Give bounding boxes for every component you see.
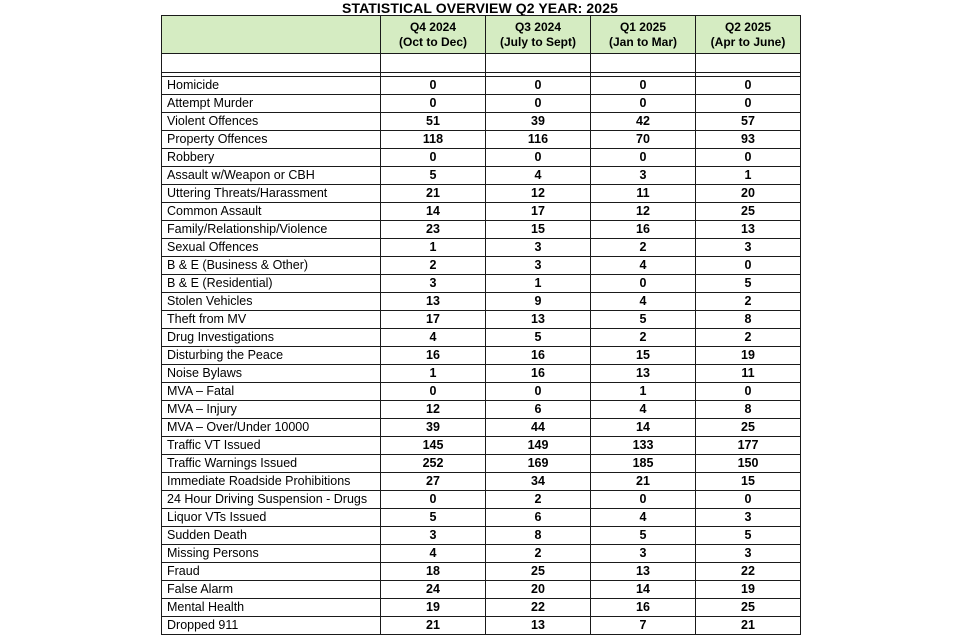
value-cell: 12 bbox=[486, 185, 591, 203]
category-cell: Sudden Death bbox=[162, 527, 381, 545]
value-cell: 11 bbox=[696, 365, 801, 383]
value-cell: 16 bbox=[486, 365, 591, 383]
value-cell: 5 bbox=[591, 311, 696, 329]
value-cell: 3 bbox=[381, 527, 486, 545]
blank-cell bbox=[486, 54, 591, 73]
table-row bbox=[162, 437, 801, 455]
value-cell: 0 bbox=[486, 149, 591, 167]
value-cell: 1 bbox=[591, 383, 696, 401]
value-cell: 12 bbox=[591, 203, 696, 221]
table-row bbox=[162, 257, 801, 275]
value-cell: 0 bbox=[591, 95, 696, 113]
quarter-range: (July to Sept) bbox=[499, 34, 576, 49]
value-cell: 5 bbox=[381, 509, 486, 527]
table-row bbox=[162, 527, 801, 545]
value-cell: 22 bbox=[696, 563, 801, 581]
category-cell: False Alarm bbox=[162, 581, 381, 599]
value-cell: 5 bbox=[696, 275, 801, 293]
category-cell: Dropped 911 bbox=[162, 617, 381, 635]
value-cell: 25 bbox=[486, 563, 591, 581]
value-cell: 4 bbox=[486, 167, 591, 185]
table-row bbox=[162, 509, 801, 527]
category-cell: Liquor VTs Issued bbox=[162, 509, 381, 527]
category-cell: Sexual Offences bbox=[162, 239, 381, 257]
table-row bbox=[162, 95, 801, 113]
value-cell: 0 bbox=[486, 383, 591, 401]
quarter-label: Q1 2025 bbox=[619, 19, 667, 34]
blank-cell bbox=[696, 54, 801, 73]
header-q1-2025 bbox=[591, 16, 696, 54]
value-cell: 145 bbox=[381, 437, 486, 455]
table-row bbox=[162, 203, 801, 221]
value-cell: 118 bbox=[381, 131, 486, 149]
category-cell: Fraud bbox=[162, 563, 381, 581]
blank-cell bbox=[381, 54, 486, 73]
value-cell: 14 bbox=[591, 419, 696, 437]
value-cell: 23 bbox=[381, 221, 486, 239]
value-cell: 12 bbox=[381, 401, 486, 419]
value-cell: 2 bbox=[696, 329, 801, 347]
value-cell: 3 bbox=[381, 275, 486, 293]
value-cell: 0 bbox=[381, 95, 486, 113]
value-cell: 0 bbox=[696, 257, 801, 275]
category-cell: B & E (Residential) bbox=[162, 275, 381, 293]
value-cell: 2 bbox=[591, 329, 696, 347]
value-cell: 1 bbox=[696, 167, 801, 185]
value-cell: 15 bbox=[696, 473, 801, 491]
table-row bbox=[162, 473, 801, 491]
value-cell: 0 bbox=[591, 149, 696, 167]
value-cell: 5 bbox=[486, 329, 591, 347]
value-cell: 21 bbox=[381, 185, 486, 203]
value-cell: 6 bbox=[486, 509, 591, 527]
category-cell: 24 Hour Driving Suspension - Drugs bbox=[162, 491, 381, 509]
value-cell: 1 bbox=[381, 239, 486, 257]
value-cell: 21 bbox=[696, 617, 801, 635]
category-cell: Robbery bbox=[162, 149, 381, 167]
value-cell: 5 bbox=[591, 527, 696, 545]
category-cell: Missing Persons bbox=[162, 545, 381, 563]
value-cell: 4 bbox=[591, 257, 696, 275]
table-row bbox=[162, 617, 801, 635]
value-cell: 11 bbox=[591, 185, 696, 203]
table-row bbox=[162, 419, 801, 437]
blank-cell bbox=[591, 54, 696, 73]
value-cell: 16 bbox=[591, 599, 696, 617]
category-cell: MVA – Fatal bbox=[162, 383, 381, 401]
value-cell: 42 bbox=[591, 113, 696, 131]
value-cell: 18 bbox=[381, 563, 486, 581]
value-cell: 13 bbox=[486, 311, 591, 329]
value-cell: 9 bbox=[486, 293, 591, 311]
header-row bbox=[162, 16, 801, 54]
category-cell: Noise Bylaws bbox=[162, 365, 381, 383]
value-cell: 185 bbox=[591, 455, 696, 473]
value-cell: 3 bbox=[696, 509, 801, 527]
category-cell: Immediate Roadside Prohibitions bbox=[162, 473, 381, 491]
value-cell: 39 bbox=[381, 419, 486, 437]
header-q3-2024 bbox=[486, 16, 591, 54]
value-cell: 150 bbox=[696, 455, 801, 473]
table-row bbox=[162, 149, 801, 167]
value-cell: 25 bbox=[696, 203, 801, 221]
value-cell: 19 bbox=[696, 347, 801, 365]
category-cell: Assault w/Weapon or CBH bbox=[162, 167, 381, 185]
category-cell: Drug Investigations bbox=[162, 329, 381, 347]
value-cell: 3 bbox=[696, 239, 801, 257]
value-cell: 51 bbox=[381, 113, 486, 131]
value-cell: 22 bbox=[486, 599, 591, 617]
value-cell: 177 bbox=[696, 437, 801, 455]
value-cell: 27 bbox=[381, 473, 486, 491]
value-cell: 7 bbox=[591, 617, 696, 635]
value-cell: 57 bbox=[696, 113, 801, 131]
value-cell: 0 bbox=[486, 77, 591, 95]
value-cell: 0 bbox=[381, 77, 486, 95]
value-cell: 149 bbox=[486, 437, 591, 455]
value-cell: 44 bbox=[486, 419, 591, 437]
table-row bbox=[162, 221, 801, 239]
value-cell: 20 bbox=[486, 581, 591, 599]
value-cell: 93 bbox=[696, 131, 801, 149]
value-cell: 3 bbox=[696, 545, 801, 563]
value-cell: 13 bbox=[591, 563, 696, 581]
table-row bbox=[162, 77, 801, 95]
value-cell: 8 bbox=[696, 311, 801, 329]
value-cell: 4 bbox=[591, 293, 696, 311]
category-cell: Homicide bbox=[162, 77, 381, 95]
category-cell: Traffic Warnings Issued bbox=[162, 455, 381, 473]
value-cell: 16 bbox=[591, 221, 696, 239]
quarter-label: Q4 2024 bbox=[409, 19, 457, 34]
header-q4-2024 bbox=[381, 16, 486, 54]
value-cell: 2 bbox=[591, 239, 696, 257]
quarter-range: (Jan to Mar) bbox=[608, 34, 677, 49]
value-cell: 21 bbox=[381, 617, 486, 635]
table-body bbox=[162, 73, 801, 635]
table-row bbox=[162, 275, 801, 293]
table-row bbox=[162, 455, 801, 473]
category-cell: Mental Health bbox=[162, 599, 381, 617]
category-cell: Violent Offences bbox=[162, 113, 381, 131]
value-cell: 15 bbox=[591, 347, 696, 365]
value-cell: 116 bbox=[486, 131, 591, 149]
value-cell: 20 bbox=[696, 185, 801, 203]
category-cell: Property Offences bbox=[162, 131, 381, 149]
table-header bbox=[162, 16, 801, 73]
category-cell: Theft from MV bbox=[162, 311, 381, 329]
value-cell: 3 bbox=[591, 167, 696, 185]
value-cell: 17 bbox=[486, 203, 591, 221]
category-cell: Traffic VT Issued bbox=[162, 437, 381, 455]
table-row bbox=[162, 167, 801, 185]
value-cell: 0 bbox=[591, 491, 696, 509]
table-row bbox=[162, 383, 801, 401]
value-cell: 4 bbox=[381, 329, 486, 347]
value-cell: 0 bbox=[486, 95, 591, 113]
quarter-range: (Apr to June) bbox=[710, 34, 786, 49]
table-row bbox=[162, 113, 801, 131]
header-q2-2025 bbox=[696, 16, 801, 54]
value-cell: 3 bbox=[486, 257, 591, 275]
value-cell: 133 bbox=[591, 437, 696, 455]
value-cell: 0 bbox=[696, 149, 801, 167]
value-cell: 2 bbox=[381, 257, 486, 275]
table-row bbox=[162, 347, 801, 365]
category-cell: MVA – Injury bbox=[162, 401, 381, 419]
table-row bbox=[162, 365, 801, 383]
table-row bbox=[162, 329, 801, 347]
category-cell: MVA – Over/Under 10000 bbox=[162, 419, 381, 437]
value-cell: 14 bbox=[381, 203, 486, 221]
value-cell: 4 bbox=[381, 545, 486, 563]
category-cell: Common Assault bbox=[162, 203, 381, 221]
value-cell: 2 bbox=[696, 293, 801, 311]
value-cell: 0 bbox=[696, 491, 801, 509]
value-cell: 0 bbox=[381, 149, 486, 167]
value-cell: 0 bbox=[696, 95, 801, 113]
value-cell: 0 bbox=[591, 77, 696, 95]
blank-cell bbox=[162, 54, 381, 73]
quarter-label: Q2 2025 bbox=[724, 19, 772, 34]
value-cell: 21 bbox=[591, 473, 696, 491]
category-cell: Family/Relationship/Violence bbox=[162, 221, 381, 239]
value-cell: 4 bbox=[591, 401, 696, 419]
value-cell: 19 bbox=[381, 599, 486, 617]
category-cell: Disturbing the Peace bbox=[162, 347, 381, 365]
table-row bbox=[162, 581, 801, 599]
value-cell: 25 bbox=[696, 599, 801, 617]
statistics-table bbox=[161, 15, 801, 635]
value-cell: 0 bbox=[381, 383, 486, 401]
value-cell: 8 bbox=[486, 527, 591, 545]
value-cell: 0 bbox=[381, 491, 486, 509]
category-cell: Attempt Murder bbox=[162, 95, 381, 113]
value-cell: 34 bbox=[486, 473, 591, 491]
value-cell: 14 bbox=[591, 581, 696, 599]
value-cell: 4 bbox=[591, 509, 696, 527]
value-cell: 2 bbox=[486, 545, 591, 563]
value-cell: 25 bbox=[696, 419, 801, 437]
table-row bbox=[162, 293, 801, 311]
value-cell: 19 bbox=[696, 581, 801, 599]
value-cell: 169 bbox=[486, 455, 591, 473]
value-cell: 15 bbox=[486, 221, 591, 239]
value-cell: 252 bbox=[381, 455, 486, 473]
value-cell: 39 bbox=[486, 113, 591, 131]
table-row bbox=[162, 401, 801, 419]
table-row bbox=[162, 563, 801, 581]
header-corner-cell bbox=[162, 16, 381, 54]
category-cell: B & E (Business & Other) bbox=[162, 257, 381, 275]
value-cell: 5 bbox=[381, 167, 486, 185]
value-cell: 0 bbox=[591, 275, 696, 293]
value-cell: 0 bbox=[696, 383, 801, 401]
quarter-label: Q3 2024 bbox=[514, 19, 562, 34]
value-cell: 3 bbox=[591, 545, 696, 563]
value-cell: 0 bbox=[696, 77, 801, 95]
value-cell: 13 bbox=[696, 221, 801, 239]
quarter-range: (Oct to Dec) bbox=[398, 34, 467, 49]
table-row bbox=[162, 311, 801, 329]
category-cell: Uttering Threats/Harassment bbox=[162, 185, 381, 203]
value-cell: 3 bbox=[486, 239, 591, 257]
value-cell: 16 bbox=[486, 347, 591, 365]
value-cell: 17 bbox=[381, 311, 486, 329]
blank-spacer-row bbox=[162, 54, 801, 73]
table-row bbox=[162, 131, 801, 149]
value-cell: 8 bbox=[696, 401, 801, 419]
value-cell: 70 bbox=[591, 131, 696, 149]
value-cell: 13 bbox=[486, 617, 591, 635]
category-cell: Stolen Vehicles bbox=[162, 293, 381, 311]
value-cell: 2 bbox=[486, 491, 591, 509]
page-title: STATISTICAL OVERVIEW Q2 YEAR: 2025 bbox=[342, 0, 618, 16]
table-row bbox=[162, 599, 801, 617]
value-cell: 24 bbox=[381, 581, 486, 599]
value-cell: 16 bbox=[381, 347, 486, 365]
table-row bbox=[162, 185, 801, 203]
table-row bbox=[162, 239, 801, 257]
value-cell: 13 bbox=[591, 365, 696, 383]
table-row bbox=[162, 491, 801, 509]
value-cell: 1 bbox=[381, 365, 486, 383]
value-cell: 1 bbox=[486, 275, 591, 293]
value-cell: 6 bbox=[486, 401, 591, 419]
table-row bbox=[162, 545, 801, 563]
value-cell: 5 bbox=[696, 527, 801, 545]
value-cell: 13 bbox=[381, 293, 486, 311]
